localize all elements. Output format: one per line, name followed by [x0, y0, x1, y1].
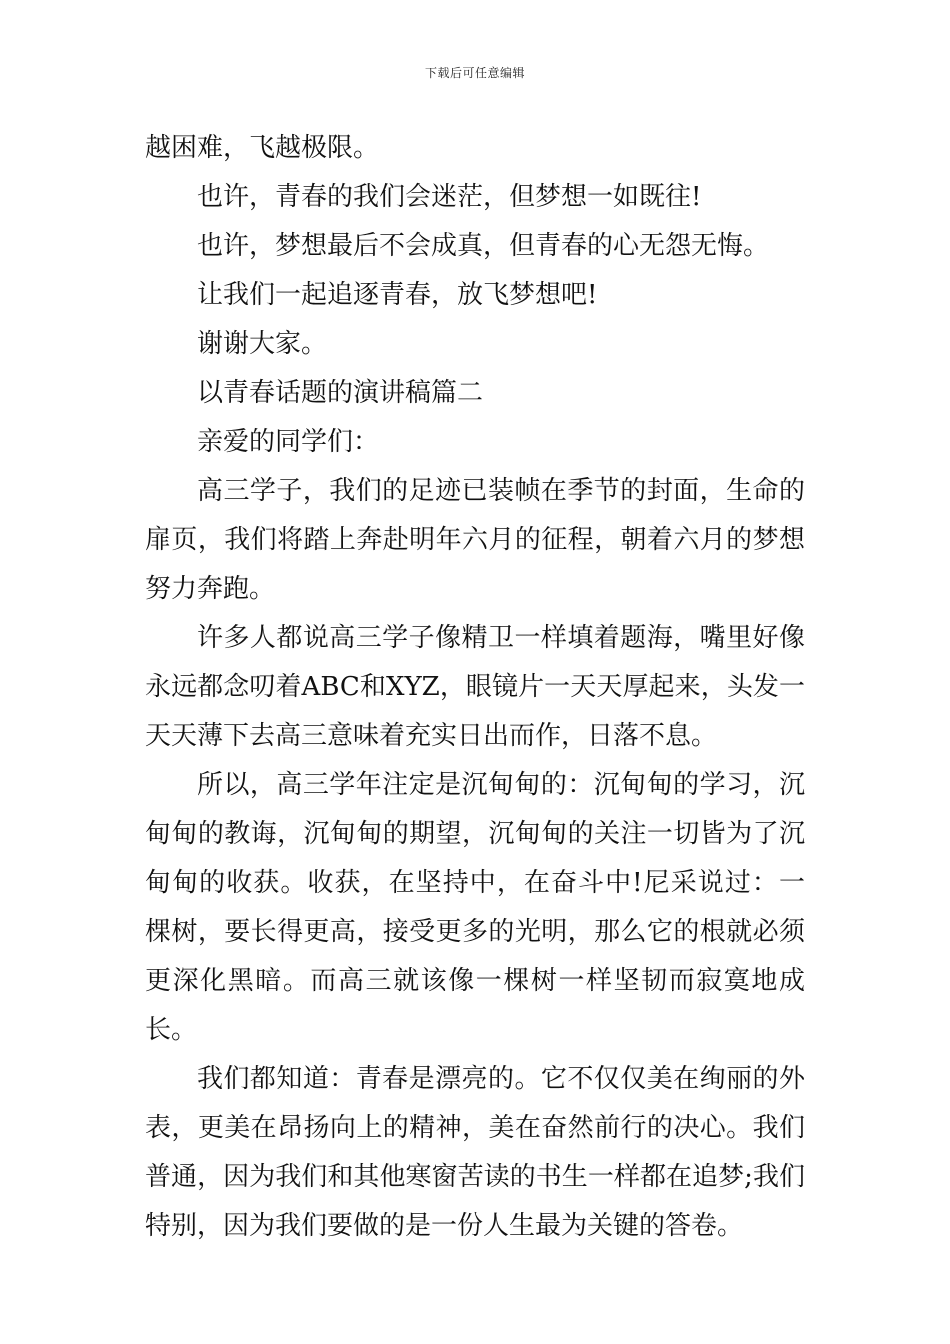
paragraph: 让我们一起追逐青春，放飞梦想吧!: [197, 280, 598, 310]
paragraph: 谢谢大家。: [197, 329, 328, 359]
paragraph: 所以，高三学年注定是沉甸甸的：沉甸甸的学习，沉甸甸的教诲，沉甸甸的期望，沉甸甸的关注一切皆为了沉甸甸的收获。收获，在坚持中，在奋斗中!尼采说过：一棵树，要长得更高，接受更多的光明，那么它的根就必须更深化黑暗。而高三就该像一棵树一样坚韧而寂寞地成长。: [145, 770, 805, 1045]
body-text: [145, 124, 805, 1251]
paragraph: 高三学子，我们的足迹已装帧在季节的封面，生命的扉页，我们将踏上奔赴明年六月的征程，朝着六月的梦想努力奔跑。: [145, 476, 805, 604]
section-title: 以青春话题的演讲稿篇二: [197, 378, 484, 408]
paragraph: 许多人都说高三学子像精卫一样填着题海，嘴里好像永远都念叨着ABC和XYZ，眼镜片一天天厚起来，头发一天天薄下去高三意味着充实日出而作，日落不息。: [145, 623, 805, 751]
paragraph: 我们都知道：青春是漂亮的。它不仅仅美在绚丽的外表，更美在昂扬向上的精神，美在奋然前行的决心。我们普通，因为我们和其他寒窗苦读的书生一样都在追梦;我们特别，因为我们要做的是一份人生最为关键的答卷。: [145, 1064, 805, 1241]
salutation: 亲爱的同学们：: [197, 427, 380, 457]
header-note: 下载后可任意编辑: [424, 66, 525, 80]
paragraph: 越困难，飞越极限。: [145, 133, 380, 163]
paragraph: 也许，梦想最后不会成真，但青春的心无怨无悔。: [197, 231, 770, 261]
paragraph: 也许，青春的我们会迷茫，但梦想一如既往!: [197, 182, 702, 212]
